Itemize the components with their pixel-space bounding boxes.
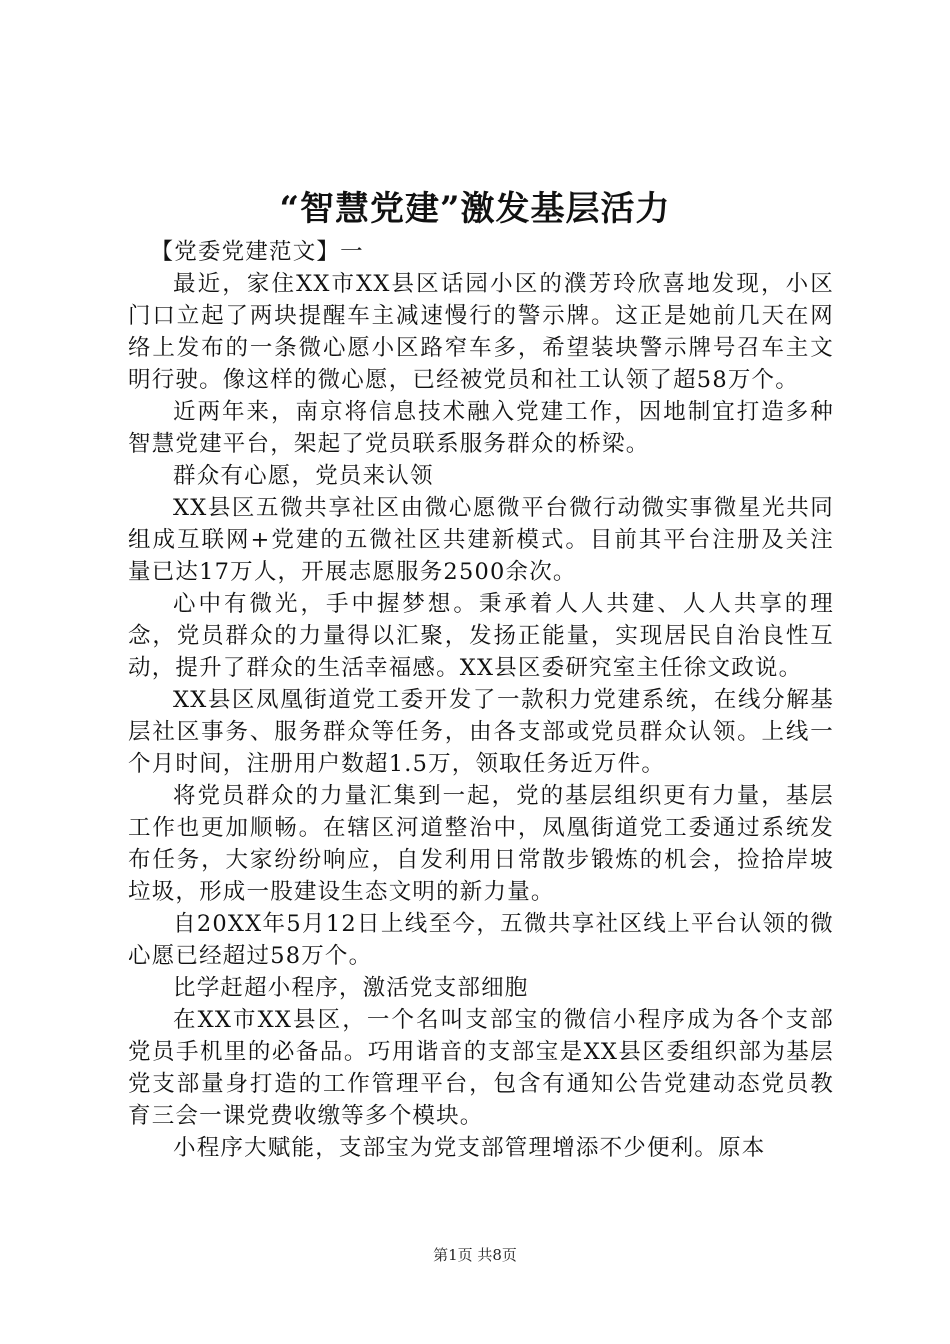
- page-title: “智慧党建”激发基层活力: [279, 189, 671, 229]
- paragraph: XX县区五微共享社区由微心愿微平台微行动微实事微星光共同组成互联网+党建的五微社区共建新模式。目前其平台注册及关注量已达17万人，开展志愿服务2500余次。: [128, 495, 834, 585]
- paragraph: 自20XX年5月12日上线至今，五微共享社区线上平台认领的微心愿已经超过58万个。: [128, 911, 834, 969]
- category-tag: 【党委党建范文】一: [150, 239, 364, 265]
- paragraph: 心中有微光，手中握梦想。秉承着人人共建、人人共享的理念，党员群众的力量得以汇聚，发扬正能量，实现居民自治良性互动，提升了群众的生活幸福感。XX县区委研究室主任徐文政说。: [128, 591, 834, 681]
- paragraph: 近两年来，南京将信息技术融入党建工作，因地制宜打造多种智慧党建平台，架起了党员联系服务群众的桥梁。: [128, 399, 834, 457]
- paragraph: 将党员群众的力量汇集到一起，党的基层组织更有力量，基层工作也更加顺畅。在辖区河道整治中，凤凰街道党工委通过系统发布任务，大家纷纷响应，自发利用日常散步锻炼的机会，捡拾岸坡垃圾，形成一股建设生态文明的新力量。: [128, 783, 834, 905]
- section-heading: 比学赶超小程序，激活党支部细胞: [173, 975, 529, 1001]
- paragraph: 最近，家住XX市XX县区话园小区的濮芳玲欣喜地发现，小区门口立起了两块提醒车主减速慢行的警示牌。这正是她前几天在网络上发布的一条微心愿小区路窄车多，希望装块警示牌号召车主文明行驶。像这样的微心愿，已经被党员和社工认领了超58万个。: [128, 271, 834, 393]
- paragraph: 在XX市XX县区，一个名叫支部宝的微信小程序成为各个支部党员手机里的必备品。巧用谐音的支部宝是XX县区委组织部为基层党支部量身打造的工作管理平台，包含有通知公告党建动态党员教育三会一课党费收缴等多个模块。: [128, 1007, 834, 1129]
- section-heading: 群众有心愿，党员来认领: [173, 463, 434, 489]
- page-number-footer: 第1页 共8页: [433, 1246, 517, 1264]
- document-body: [128, 236, 834, 1164]
- paragraph: 小程序大赋能，支部宝为党支部管理增添不少便利。原本: [173, 1135, 766, 1161]
- paragraph: XX县区凤凰街道党工委开发了一款积力党建系统，在线分解基层社区事务、服务群众等任务，由各支部或党员群众认领。上线一个月时间，注册用户数超1.5万，领取任务近万件。: [128, 687, 834, 777]
